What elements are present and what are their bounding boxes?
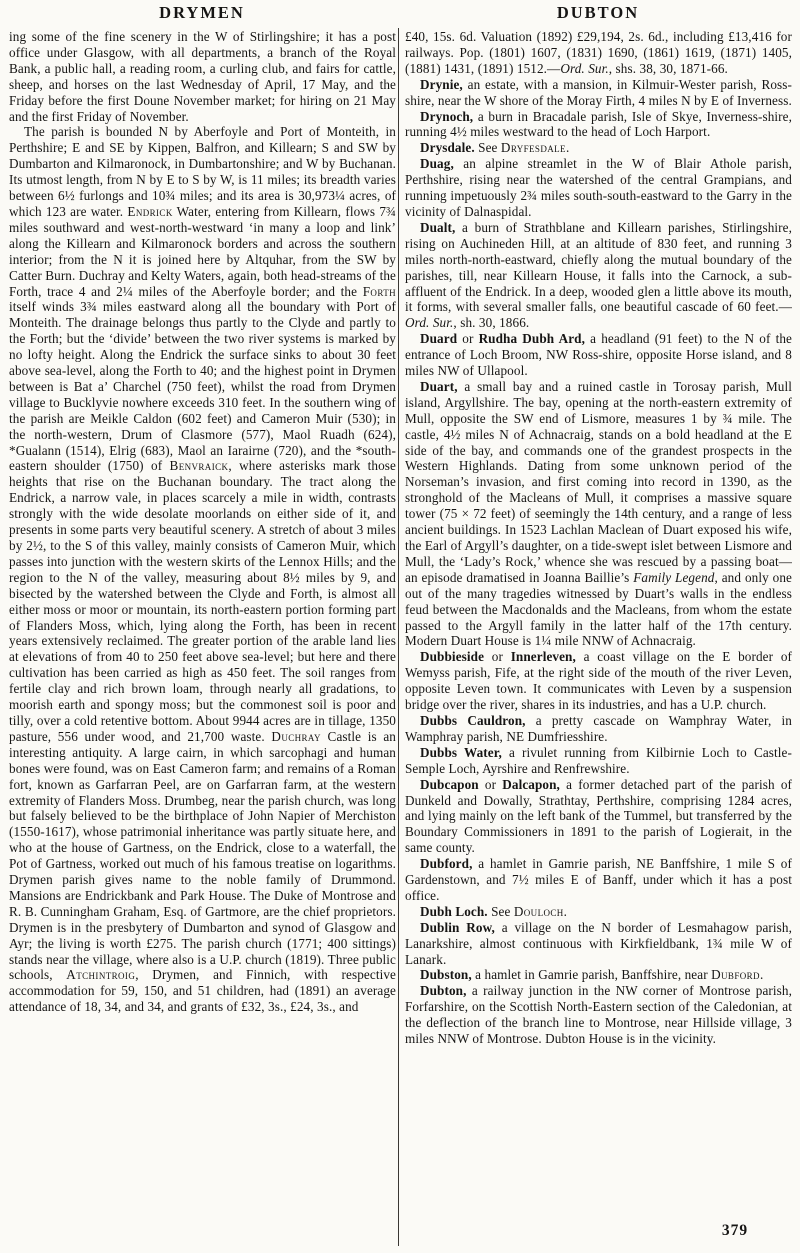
paragraph xyxy=(405,77,792,109)
text-segment: a hamlet in Gamrie parish, NE Banffshire, 1 mile S of Gardenstown, and 7½ miles E of Banff, under which it has a post office. xyxy=(405,856,792,903)
paragraph xyxy=(9,29,396,124)
italic-citation: Ord. Sur. xyxy=(405,315,454,331)
right-column-header: DUBTON xyxy=(556,3,640,22)
paragraph xyxy=(405,649,792,713)
text-segment: an estate, with a mansion, in Kilmuir-Wester parish, Ross-shire, near the W shore of the Moray Firth, 4 miles N by E of Inverness. xyxy=(405,76,792,108)
text-segment: a hamlet in Gamrie parish, Banffshire, near xyxy=(471,967,712,983)
text-segment: a former detached part of the parish of Dunkeld and Dowally, Strathtay, Perthshire, comprising 1284 acres, and lying mainly on the left bank of the Tummel, but transferred by the Boundary Commissioners in 1891 to the parish of Logierait, in the same county. xyxy=(405,776,792,856)
entry-headword: Dalcapon, xyxy=(502,776,560,792)
paragraph xyxy=(405,156,792,220)
paragraph xyxy=(405,777,792,857)
paragraph xyxy=(405,856,792,904)
entry-headword: Dubbieside xyxy=(420,649,485,665)
text-segment: . xyxy=(565,140,570,156)
entry-headword: Dubford, xyxy=(420,856,473,872)
paragraph xyxy=(405,379,792,649)
small-caps-reference: Duchray xyxy=(271,728,321,744)
text-segment: a rivulet running from Kilbirnie Loch to Castle-Semple Loch, Ayrshire and Renfrewshire. xyxy=(405,744,792,776)
text-segment: or xyxy=(478,776,503,792)
text-segment: ing some of the fine scenery in the W of Stirlingshire; it has a post office under Glasgow, with all departments, a branch of the Royal Bank, a public hall, a reading room, a curling club, and fairs for cattle, sheep, and horses on the last Wednesday of April, 17 May, and the Friday before the first Doune November market; for hiring on 21 May and the first Friday of November. xyxy=(9,29,396,124)
entry-headword: Rudha Dubh Ard, xyxy=(478,331,586,347)
text-segment: a headland (91 feet) to the N of the entrance of Loch Broom, NW Ross-shire, opposite Horse island, and 8 miles NW of Ullapool. xyxy=(405,331,792,379)
text-segment: The parish is bounded N by Aberfoyle and Port of Monteith, in Perthshire; E and SE by Kippen, Balfron, and Killearn; S and SW by Dumbarton and Kilmaronock, in Dumbartonshire; and W by Buchanan. Its utmost length, from N by E to S by W, is 11 miles; its breadth varies between 6½ furlongs and 10¾ miles; and its area is 30,973¼ acres, of which 123 are water. xyxy=(9,124,396,219)
paragraph xyxy=(405,967,792,983)
text-segment: , Drymen, and Finnich, with respective accommodation for 59, 150, and 51 children, had (1891) an average attendance of 18, 34, and 34, and grants of £32, 3s., £24, 3s., and xyxy=(9,967,396,1015)
text-segment: , and only one out of the many tragedies witnessed by Duart’s walls in the endless feud between the Macdonalds and the Macleans, from whom the estate passed to the Argyll family in the latter half of the 17th century. Modern Duart House is 1¼ mile NNW of Achnacraig. xyxy=(405,569,792,649)
text-segment: , sh. 30, 1866. xyxy=(453,315,530,331)
entry-headword: Dubbs Cauldron, xyxy=(420,712,526,728)
paragraph xyxy=(405,983,792,1047)
paragraph xyxy=(405,220,792,331)
entry-headword: Duard xyxy=(420,331,458,347)
text-segment: a pretty cascade on Wamphray Water, in Wamphray parish, NE Dumfriesshire. xyxy=(405,712,792,744)
paragraph xyxy=(405,29,792,77)
text-segment: a coast village on the E border of Wemyss parish, Fife, at the right side of the mouth of the river Leven, opposite Leven town. It communicates with Leven by a suspension bridge over the river, shares in its industries, and has a U.P. church. xyxy=(405,649,792,713)
paragraph xyxy=(405,109,792,141)
small-caps-reference: Dryfesdale xyxy=(500,140,566,156)
paragraph xyxy=(405,331,792,379)
italic-citation: Ord. Sur. xyxy=(560,60,609,76)
entry-headword: Dubh Loch. xyxy=(420,903,488,919)
entry-headword: Dubbs Water, xyxy=(420,744,502,760)
text-segment: . xyxy=(563,903,568,919)
entry-headword: Innerleven, xyxy=(510,649,576,665)
paragraph xyxy=(405,713,792,745)
entry-headword: Dubcapon xyxy=(420,776,479,792)
entry-headword: Dubston, xyxy=(420,967,472,983)
left-text-column xyxy=(9,29,396,1245)
text-segment: See xyxy=(474,140,501,156)
small-caps-reference: Dubford xyxy=(711,967,760,983)
text-segment: or xyxy=(484,649,511,665)
entry-headword: Drynie, xyxy=(420,76,463,92)
text-segment: a burn in Bracadale parish, Isle of Skye, Inverness-shire, running 4½ miles westward to the head of Loch Harport. xyxy=(405,108,792,140)
left-column-header: DRYMEN xyxy=(159,3,245,22)
entry-headword: Dubton, xyxy=(420,983,467,999)
page-number: 379 xyxy=(721,1222,749,1239)
paragraph xyxy=(405,904,792,920)
text-segment: an alpine streamlet in the W of Blair Athole parish, Perthshire, rising near the watershed of the central Grampians, and running impetuously 2¾ miles south-south-eastward to the Garry in the vicinity of Dalnaspidal. xyxy=(405,156,792,219)
small-caps-reference: Benvraick xyxy=(169,458,229,474)
text-segment: a burn of Strathblane and Killearn parishes, Stirlingshire, rising on Auchineden Hill, at an altitude of 830 feet, and running 3 miles north-north-eastward, chiefly along the mutual boundary of the parishes, till, near Killearn House, it falls into the Carnock, a sub-affluent of the Endrick. In a deep, wooded glen a little above its mouth, it forms, with several smaller falls, one beautiful cascade of 60 feet.— xyxy=(405,219,792,315)
text-segment: , shs. 38, 30, 1871-66. xyxy=(608,60,728,76)
text-segment: , where asterisks mark those heights that rise on the Buchanan boundary. The tract along the Endrick, a narrow vale, in places scarcely a mile in width, contrasts strongly with the wide desolate moorlands on either side of it, and presents in some parts very beautiful scenery. A stretch of about 3 miles by 2½, to the S of this valley, mainly consists of Cameron Muir, which passes into junction with the western skirts of the Lennox Hills; and the region to the N of the valley, measuring about 8½ miles by 9, and bisected by the watershed between the Clyde and Forth, is almost all either moss or moor or mountain, its north-eastern portion forming part of Flanders Moss, which, lying along the Forth, has been in recent years extensively reclaimed. The greater portion of the arable land lies at elevations of from 40 to 250 feet above sea-level; but here and there cultivation has been carried as high as 450 feet. The soil ranges from fertile clay and rich brown loam, through nearly all gradations, to moorish earth and spongy moss; but the commonest soil is poor and tilly, over a cold retentive bottom. About 9944 acres are in tillage, 1350 pasture, 556 under wood, and 21,700 waste. xyxy=(9,458,396,744)
entry-headword: Dublin Row, xyxy=(420,919,495,935)
small-caps-reference: Douloch xyxy=(513,903,564,919)
entry-headword: Duag, xyxy=(420,156,454,172)
entry-headword: Drysdale. xyxy=(420,140,475,156)
small-caps-reference: Atchintroig xyxy=(66,967,136,983)
text-segment: . xyxy=(759,967,764,983)
text-segment: or xyxy=(457,331,479,347)
italic-citation: Family Legend xyxy=(633,569,715,585)
text-segment: £40, 15s. 6d. Valuation (1892) £29,194, 2s. 6d., including £13,416 for railways. Pop. (1801) 1607, (1831) 1690, (1861) 1619, (1871) 1405, (1881) 1431, (1891) 1512.— xyxy=(405,29,792,76)
paragraph xyxy=(405,140,792,156)
text-segment: a railway junction in the NW corner of Montrose parish, Forfarshire, on the Scottish North-Eastern section of the Caledonian, at the deflection of the branch line to Montrose, near Hillside village, 3 miles NNW of Montrose. Dubton House is in the vicinity. xyxy=(405,983,792,1047)
text-segment: See xyxy=(487,903,514,919)
column-divider-rule xyxy=(398,28,399,1246)
text-segment: a small bay and a ruined castle in Torosay parish, Mull island, Argyllshire. The bay, opening at the north-eastern extremity of Mull, opposite the SW end of Lismore, measures 1 by ¾ mile. The castle, 4½ miles N of Achnacraig, stands on a bold headland at the E side of the bay, and commands one of the grandest prospects in the Western Highlands. Dating from some unknown period of the Norseman’s invasion, and first coming into record in 1390, as the stronghold of the Macleans of Mull, it comprises a massive square tower (75 × 72 feet) of seemingly the 14th century, and a range of less ancient buildings. In 1523 Lachlan Maclean of Duart exposed his wife, the Earl of Argyll’s daughter, on a tide-swept islet between Lismore and Mull, the ‘Lady’s Rock,’ whence she was rescued by a passing boat—an episode dramatised in Joanna Baillie’s xyxy=(405,378,792,585)
entry-headword: Drynoch, xyxy=(420,108,474,124)
paragraph xyxy=(405,745,792,777)
paragraph xyxy=(405,920,792,968)
paragraph xyxy=(9,124,396,1015)
small-caps-reference: Endrick xyxy=(127,203,173,219)
text-segment: itself winds 3¾ miles eastward along all the boundary with Port of Monteith. The drainage belongs thus partly to the Clyde and partly to the Forth; but the ‘divide’ between the two river systems is marked by no lofty height. Along the Endrick the surface sinks to about 30 feet above sea-level, along the Forth to 40; and the highest point in Drymen between is Bat a’ Charchel (750 feet), whilst the road from Drymen village to Bucklyvie nowhere exceeds 310 feet. In the southern wing of the parish are Meikle Caldon (602 feet) and Cameron Muir (530); in the north-western, Drum of Clasmore (577), Maol Ruadh (624), *Gualann (1514), Elrig (683), Maol an Iarairne (720), and the *south-eastern shoulder (1750) of xyxy=(9,299,396,474)
text-segment: a village on the N border of Lesmahagow parish, Lanarkshire, almost continuous with Kirkfieldbank, 1¾ mile W of Lanark. xyxy=(405,919,792,967)
small-caps-reference: Forth xyxy=(362,283,396,299)
entry-headword: Dualt, xyxy=(420,219,456,235)
entry-headword: Duart, xyxy=(420,378,458,394)
right-text-column xyxy=(405,29,792,1245)
text-segment: Castle is an interesting antiquity. A large cairn, in which sarcophagi and human bones were found, was on East Cameron farm; and remains of a Roman fort, known as Garfarran Peel, are on Garfarran farm, at the western extremity of Flanders Moss. Drumbeg, near the parish church, was long but falsely believed to be the birthplace of John Napier of Merchiston (1550-1617), whose patrimonial inheritance was partly situate here, and who at the house of Gartness, on the Endrick, close to a waterfall, the Pot of Gartness, worked out much of his famous treatise on logarithms. Drymen parish gives name to the noble family of Drummond. Mansions are Endrickbank and Park House. The Duke of Montrose and R. B. Cunningham Graham, Esq. of Gartmore, are the chief proprietors. Drymen is in the presbytery of Dumbarton and synod of Glasgow and Ayr; the living is worth £275. The parish church (1771; 400 sittings) stands near the village, where also is a U.P. church (1819). Three public schools, xyxy=(9,728,396,983)
text-segment: Water, entering from Killearn, flows 7¾ miles southward and west-north-westward ‘in many a loop and link’ along the Killearn and Kilmaronock borders and across the southern interior; from the N it is joined here by Altquhar, from the SW by Catter Burn. Duchray and Kelty Waters, again, both head-streams of the Forth, trace 4 and 2¼ miles of the Aberfoyle border; and the xyxy=(9,203,396,299)
